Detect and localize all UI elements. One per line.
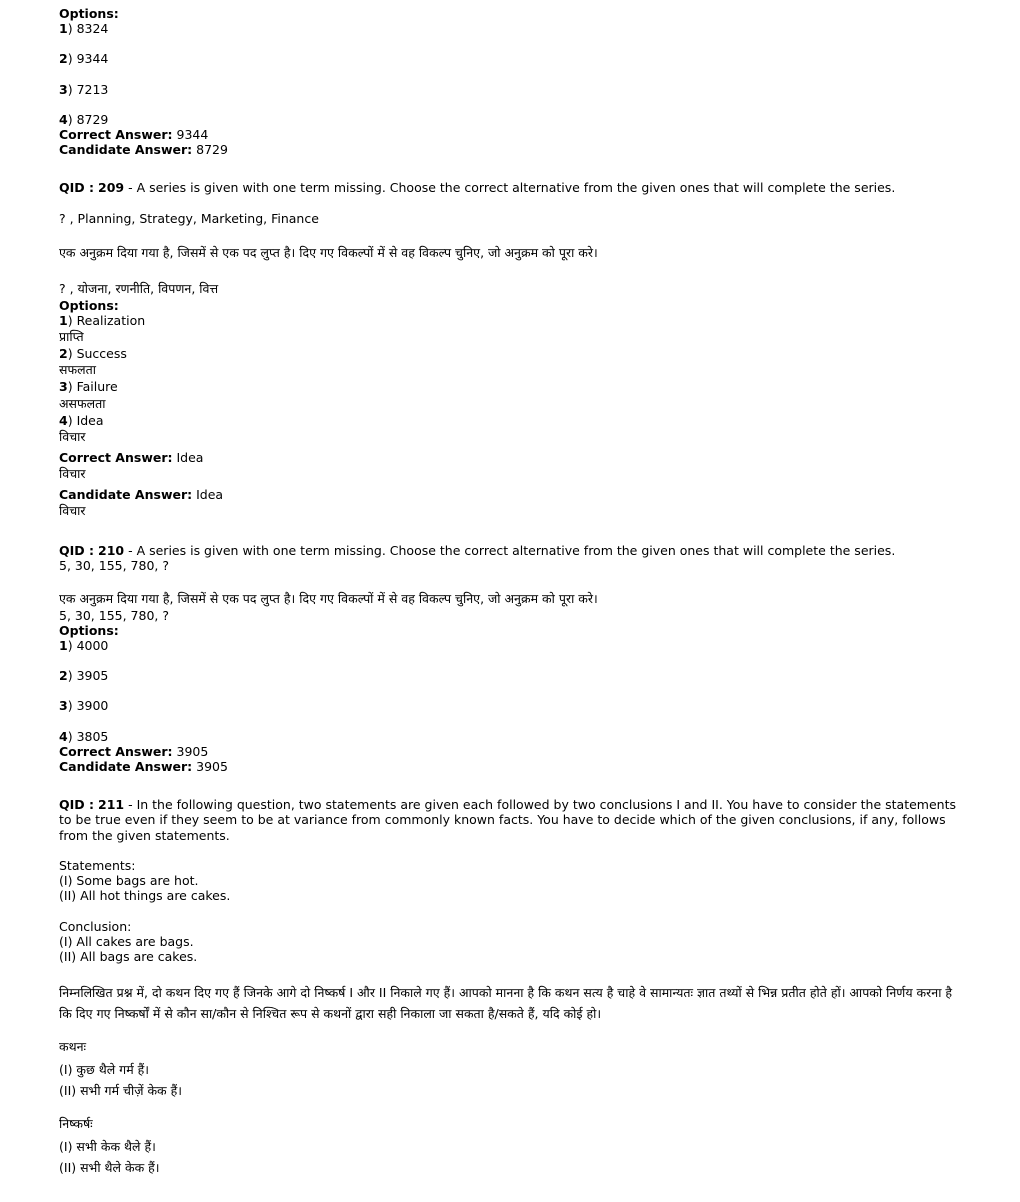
option-4: 4) Idea [59,412,104,428]
option-1: 1) 4000 [59,638,109,654]
question-text-hi: एक अनुक्रम दिया गया है, जिसमें से एक पद लुप्त है। दिए गए विकल्पों में से वह विकल्प चुनिए, जो अनुक्रम को पूरा करे। [59,244,598,260]
question-text-hi: निम्नलिखित प्रश्न में, दो कथन दिए गए हैं जिनके आगे दो निष्कर्ष I और II निकाले गए हैं। आपको मानना है कि कथन सत्य है चाहे वे सामान्यतः ज्ञात तथ्यों से भिन्न प्रतीत होते हों। आपको निर्णय करना है कि दिए गए निष्कर्षों में से कौन सा/कौन से निश्चित रूप से कथनों द्वारा सही निकाला जा सकता है/सकते हैं, यदि कोई हो। [59,985,953,1022]
options-label: Options: [59,6,119,21]
option-3: 3) 7213 [59,81,109,97]
series-en: 5, 30, 155, 780, ? [59,558,169,574]
conclusion-1-hi: (I) सभी केक थैले हैं। [59,1139,156,1155]
statements-label-hi: कथनः [59,1039,87,1055]
option-3: 3) 3900 [59,698,109,714]
question-text-en: QID : 210 - A series is given with one term missing. Choose the correct alternative from the given ones that will complete the series. [59,543,896,559]
conclusion-2: (II) All bags are cakes. [59,948,198,964]
conclusion-1: (I) All cakes are bags. [59,933,194,949]
candidate-answer-hi: विचार [59,503,86,519]
option-4: 4) 8729 [59,111,109,127]
option-2: 2) 3905 [59,668,109,684]
statement-1-hi: (I) कुछ थैले गर्म हैं। [59,1062,150,1078]
series-hi: ? , योजना, रणनीति, विपणन, वित्त [59,280,219,296]
option-4-hi: विचार [59,428,86,444]
statement-2-hi: (II) सभी गर्म चीज़ें केक हैं। [59,1083,183,1099]
question-paper [59,6,959,1178]
question-text-en: QID : 211 - In the following question, two statements are given each followed by two conclusions I and II. You have to consider the statements to be true even if they seem to be at variance from commonly known facts. You have to decide which of the given conclusions, if any, follows from the given statements. [59,797,956,843]
correct-answer-hi: विचार [59,466,86,482]
statement-1: (I) Some bags are hot. [59,873,199,889]
correct-answer: Correct Answer: Idea [59,449,204,465]
candidate-answer: Candidate Answer: Idea [59,487,224,503]
option-3: 3) Failure [59,379,118,395]
correct-answer: Correct Answer: 3905 [59,743,209,759]
question-text-en: QID : 209 - A series is given with one term missing. Choose the correct alternative from the given ones that will complete the series. [59,180,896,196]
question-208-tail [59,6,959,157]
question-210 [59,543,959,774]
series-en: ? , Planning, Strategy, Marketing, Finance [59,210,319,226]
question-text-hi: एक अनुक्रम दिया गया है, जिसमें से एक पद लुप्त है। दिए गए विकल्पों में से वह विकल्प चुनिए, जो अनुक्रम को पूरा करे। [59,590,598,606]
option-2: 2) 9344 [59,51,109,67]
option-1: 1) Realization [59,313,146,329]
statement-2: (II) All hot things are cakes. [59,888,231,904]
candidate-answer: Candidate Answer: 3905 [59,759,228,775]
option-4: 4) 3805 [59,728,109,744]
conclusion-label: Conclusion: [59,918,132,934]
option-3-hi: असफलता [59,395,106,411]
option-2-hi: सफलता [59,362,96,378]
series-hi: 5, 30, 155, 780, ? [59,607,169,623]
conclusion-label-hi: निष्कर्षः [59,1116,93,1132]
options-label: Options: [59,622,119,638]
statements-label: Statements: [59,857,136,873]
option-2: 2) Success [59,346,127,362]
options-label: Options: [59,297,119,313]
option-1: 1) 8324 [59,21,109,37]
option-1-hi: प्राप्ति [59,329,84,345]
question-211 [59,797,959,1178]
conclusion-2-hi: (II) सभी थैले केक हैं। [59,1160,160,1176]
correct-answer: Correct Answer: 9344 [59,127,209,143]
question-209 [59,180,959,520]
candidate-answer: Candidate Answer: 8729 [59,142,228,158]
